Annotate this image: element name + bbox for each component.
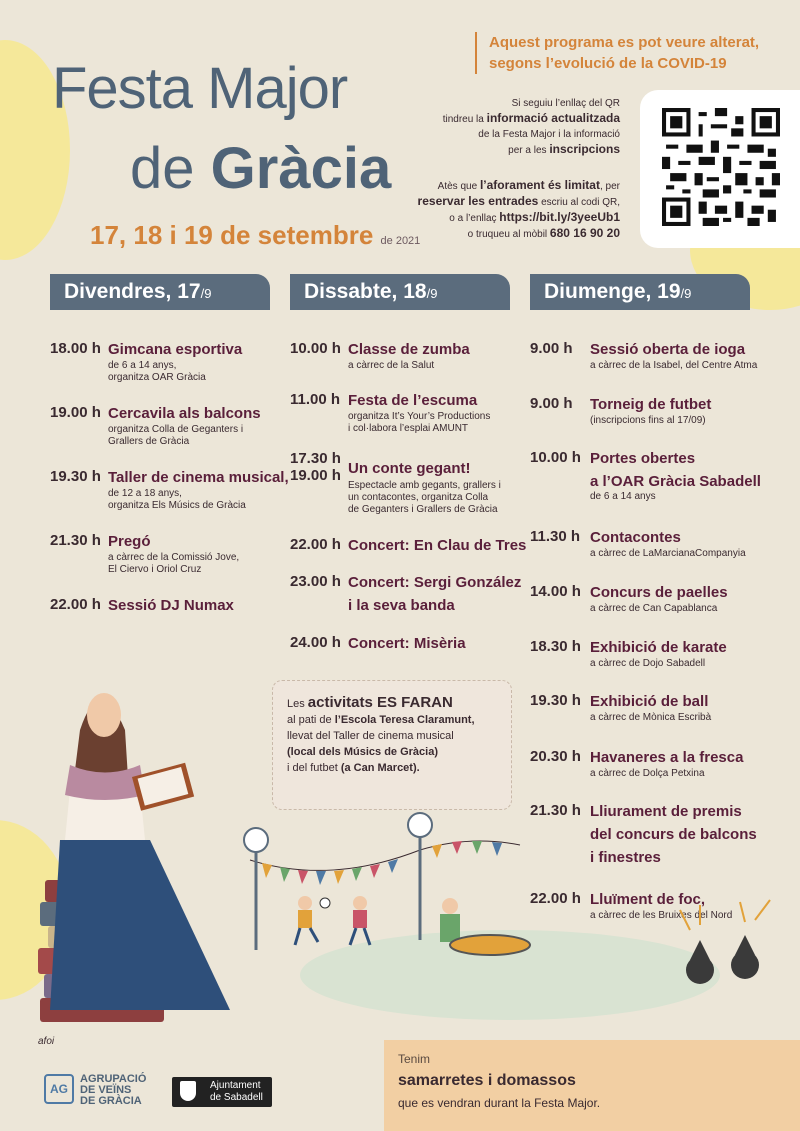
woman-reading-icon — [50, 693, 230, 1010]
ajuntament-logo: Ajuntament de Sabadell — [172, 1077, 272, 1107]
festival-illustration — [0, 660, 800, 1050]
paella-cook-icon — [440, 898, 530, 955]
merch-banner: Tenim samarretes i domassos que es vendran durant la Festa Major. — [384, 1040, 800, 1131]
day-header-sunday: Diumenge, 19/9 — [530, 274, 750, 310]
qr-info-1: Si seguiu l’enllaç del QR tindreu la informació actualitzada de la Festa Major i la informació per a les inscripcions — [442, 98, 620, 156]
covid-notice: Aquest programa es pot veure alterat, segons l’evolució de la COVID-19 — [475, 32, 775, 74]
day-header-saturday: Dissabte, 18/9 — [290, 274, 510, 310]
signature: afoi — [38, 1036, 55, 1047]
page-title-line2: de Gràcia — [130, 136, 392, 201]
venue-note: Les activitats ES FARAN al pati de l’Escola Teresa Claramunt, llevat del Taller de cinema musical (local dels Músics de Gràcia) i del futbet (a Can Marcet). — [272, 680, 512, 810]
children-playing-icon — [295, 896, 370, 945]
day-header-friday: Divendres, 17/9 — [50, 274, 270, 310]
qr-info-2: Atès que l’aforament és limitat, per reservar les entrades escriu al codi QR, o a l’enllaç https://bit.ly/3yeeUb1 o truqueu al mòbil 680 16 90 20 — [417, 178, 620, 240]
bunting-icon — [250, 841, 520, 885]
event-dates: 17, 18 i 19 de setembre de 2021 — [90, 220, 421, 250]
shield-icon — [180, 1081, 196, 1101]
avg-logo-text: AGRUPACIÓ DE VEÏNS DE GRÀCIA — [80, 1073, 147, 1107]
avg-logo: AG — [44, 1074, 74, 1104]
page-title-line1: Festa Major — [52, 56, 348, 121]
qr-code-icon[interactable] — [662, 108, 780, 226]
witches-fireworks-icon — [680, 900, 770, 984]
